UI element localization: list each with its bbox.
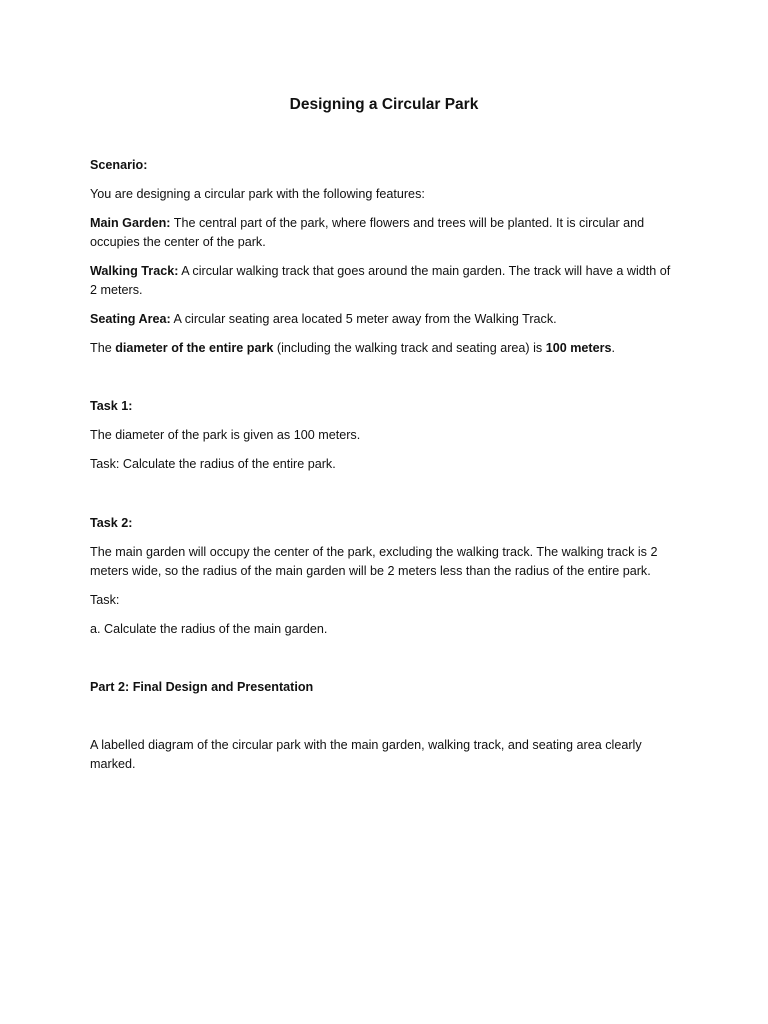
task1-given: The diameter of the park is given as 100 meters. bbox=[90, 428, 361, 442]
feature-main-garden bbox=[90, 214, 678, 252]
task2-heading: Task 2: bbox=[90, 516, 133, 530]
part2-heading: Part 2: Final Design and Presentation bbox=[90, 680, 314, 694]
feature-text: The central part of the park, where flowers and trees will be planted. It is circular and occupies the center of the park. bbox=[90, 216, 645, 249]
feature-label: Seating Area: bbox=[90, 312, 171, 326]
part2-description: A labelled diagram of the circular park with the main garden, walking track, and seating area clearly marked. bbox=[90, 738, 642, 771]
task1-heading: Task 1: bbox=[90, 399, 133, 413]
feature-label: Main Garden: bbox=[90, 216, 171, 230]
task2-task-label: Task: bbox=[90, 593, 120, 607]
scenario-intro: You are designing a circular park with the following features: bbox=[90, 187, 425, 201]
feature-walking-track bbox=[90, 262, 678, 300]
document-title: Designing a Circular Park bbox=[289, 96, 479, 113]
feature-seating-area bbox=[90, 310, 678, 329]
task2-subtask-a: a. Calculate the radius of the main garden. bbox=[90, 622, 328, 636]
scenario-heading: Scenario: bbox=[90, 158, 148, 172]
task1-task: Task: Calculate the radius of the entire park. bbox=[90, 457, 336, 471]
diameter-sentence: The diameter of the entire park (including the walking track and seating area) is 100 meters. bbox=[90, 341, 616, 355]
feature-text: A circular walking track that goes around the main garden. The track will have a width of 2 meters. bbox=[90, 264, 671, 297]
feature-text: A circular seating area located 5 meter away from the Walking Track. bbox=[170, 312, 557, 326]
task2-description: The main garden will occupy the center of the park, excluding the walking track. The walking track is 2 meters wide, so the radius of the main garden will be 2 meters less than the radius of the entire park. bbox=[90, 545, 658, 578]
feature-label: Walking Track: bbox=[90, 264, 179, 278]
